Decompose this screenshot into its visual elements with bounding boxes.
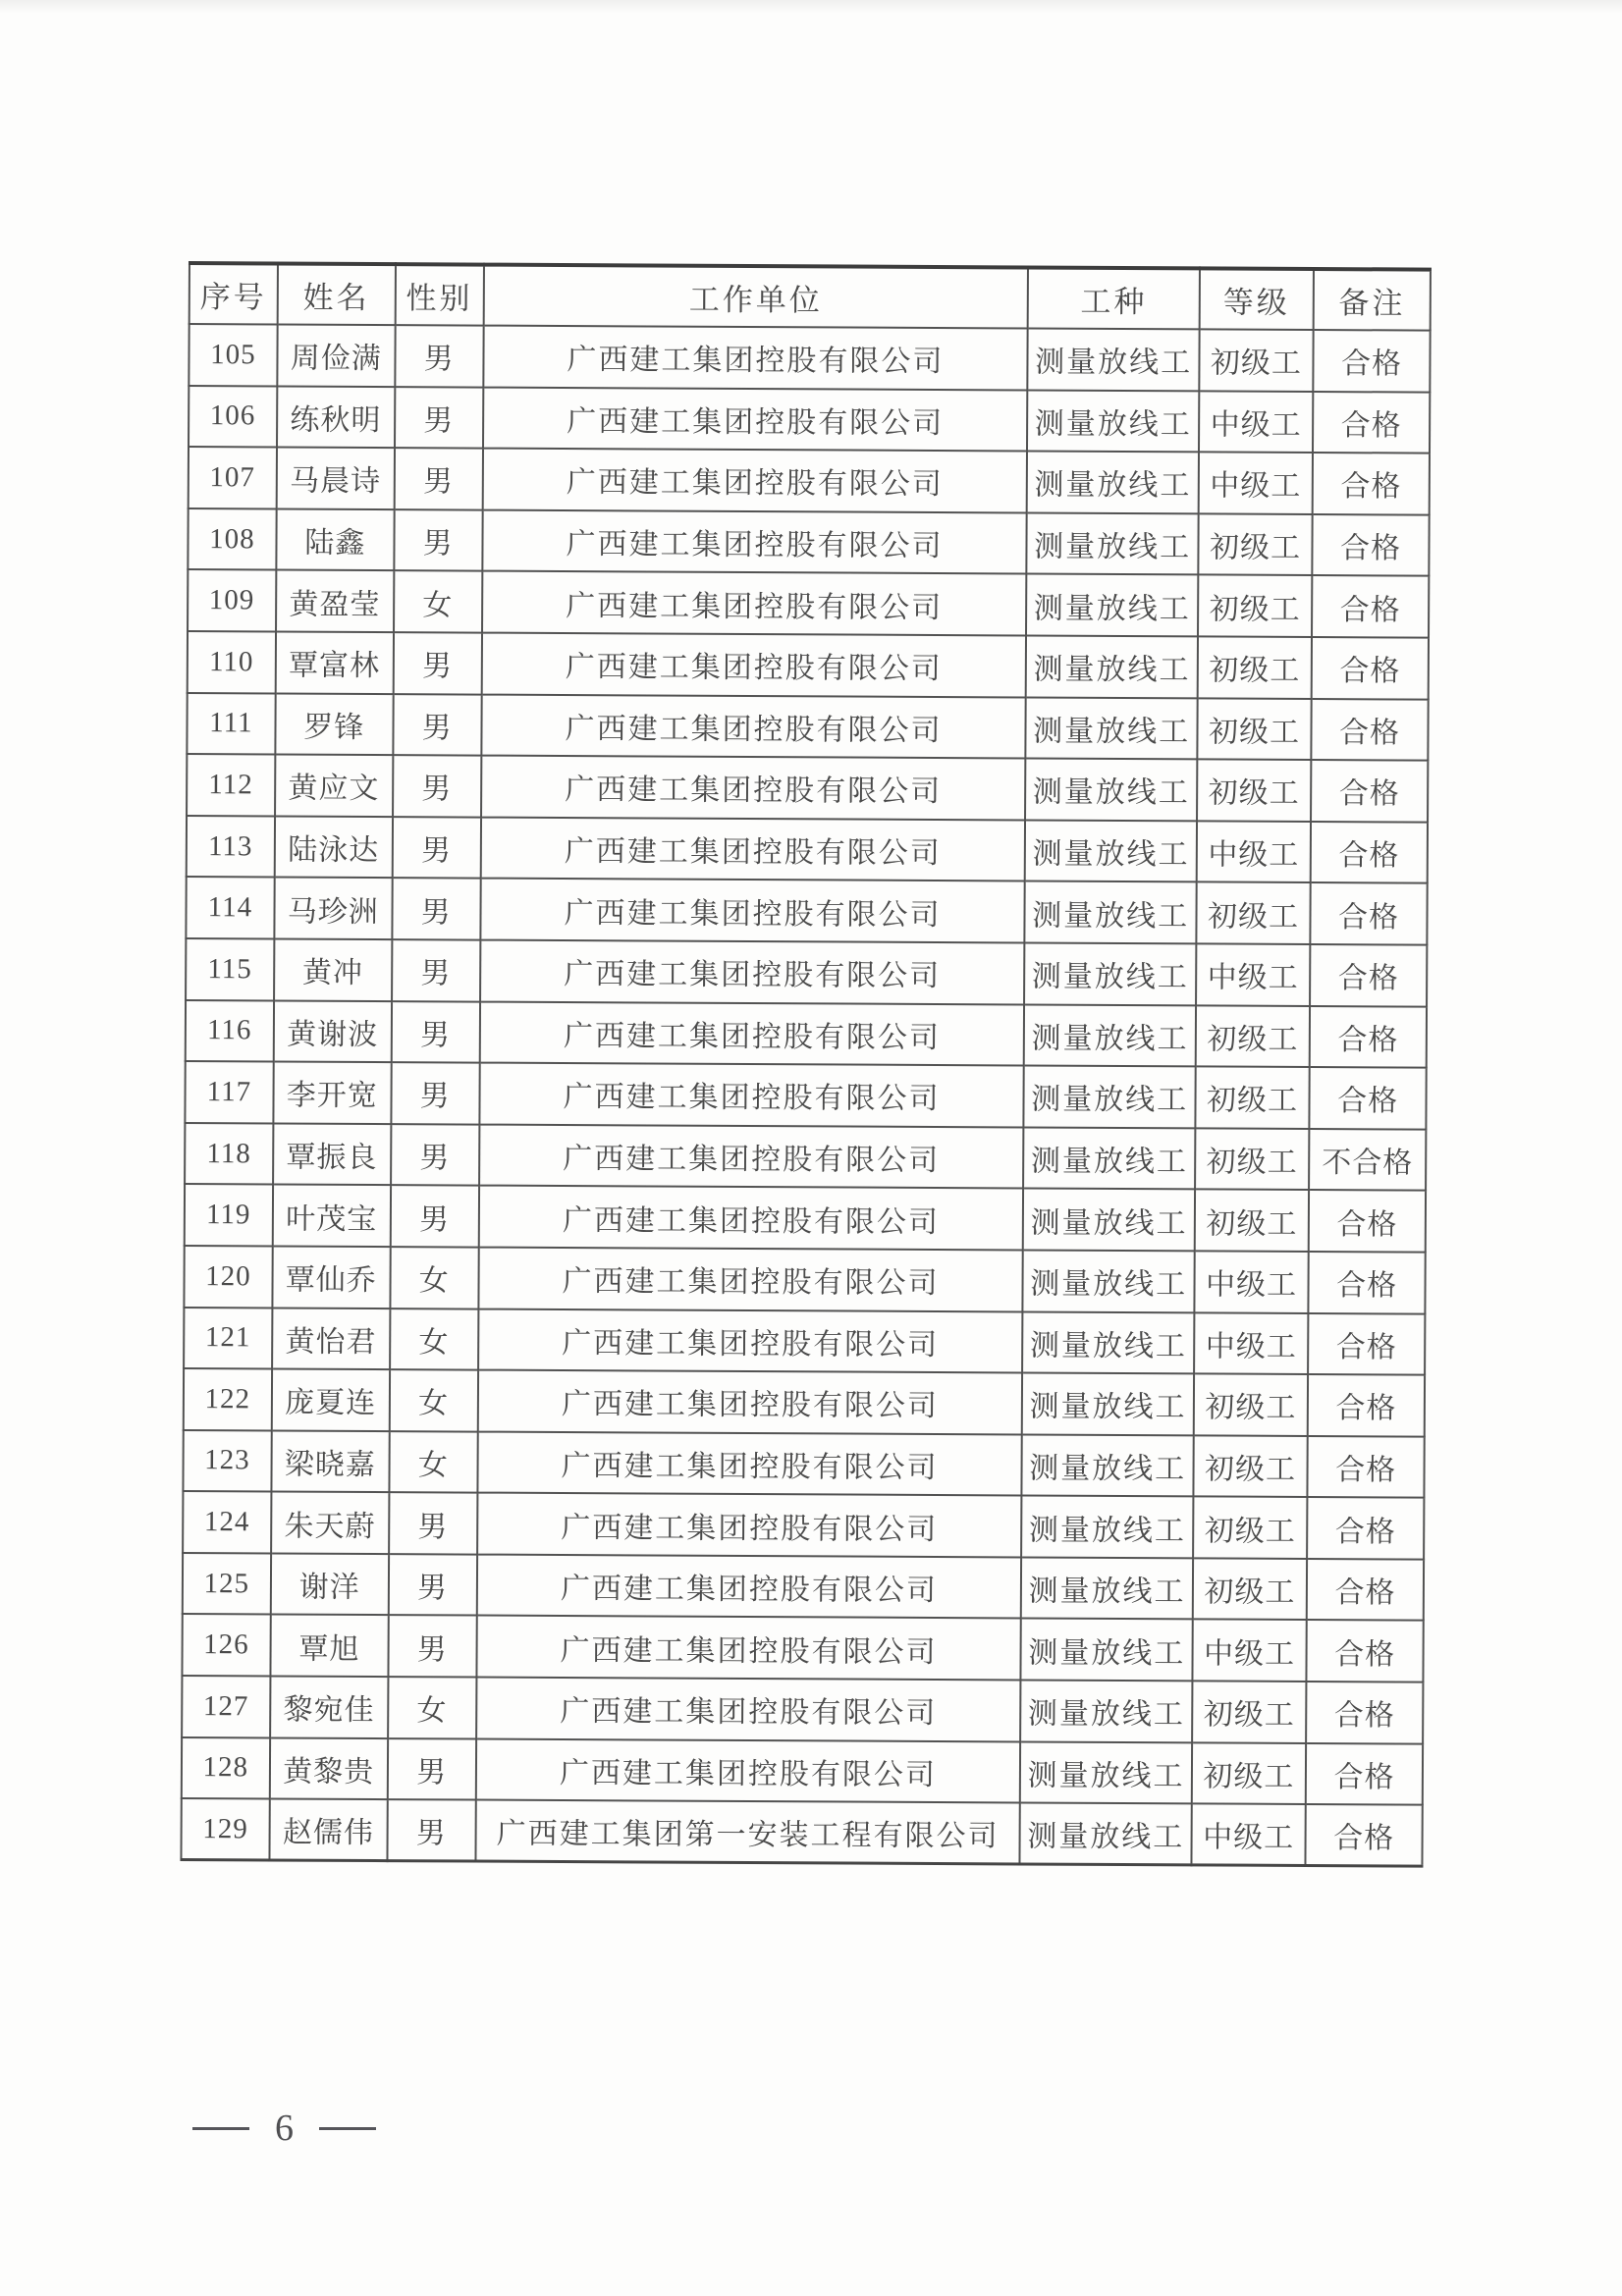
cell-gender: 男 <box>387 1799 475 1861</box>
column-header-gender: 性别 <box>395 264 483 325</box>
cell-name: 周俭满 <box>277 324 395 386</box>
cell-company: 广西建工集团控股有限公司 <box>483 326 1028 390</box>
cell-remark: 合格 <box>1310 944 1427 1006</box>
cell-remark: 合格 <box>1308 1312 1425 1374</box>
cell-name: 梁晓嘉 <box>271 1430 389 1492</box>
cell-seq: 109 <box>188 569 276 631</box>
cell-gender: 男 <box>392 878 480 939</box>
cell-company: 广西建工集团第一安装工程有限公司 <box>475 1800 1020 1864</box>
cell-name: 陆泳达 <box>274 816 392 878</box>
cell-seq: 110 <box>188 631 276 693</box>
cell-gender: 男 <box>395 325 483 387</box>
cell-name: 覃振良 <box>273 1123 391 1185</box>
cell-grade: 中级工 <box>1194 1312 1309 1374</box>
cell-name: 黎宛佳 <box>270 1677 388 1738</box>
cell-remark: 合格 <box>1311 760 1428 822</box>
cell-grade: 中级工 <box>1197 821 1312 882</box>
table-container <box>180 261 1432 1868</box>
cell-trade: 测量放线工 <box>1021 1681 1193 1743</box>
cell-remark: 合格 <box>1307 1559 1424 1621</box>
cell-trade: 测量放线工 <box>1025 820 1197 882</box>
cell-grade: 初级工 <box>1196 882 1311 944</box>
cell-trade: 测量放线工 <box>1025 942 1197 1005</box>
cell-name: 马珍洲 <box>274 878 392 939</box>
table-row <box>185 1061 1426 1129</box>
cell-grade: 中级工 <box>1199 391 1314 453</box>
cell-seq: 117 <box>185 1061 273 1123</box>
cell-grade: 初级工 <box>1198 513 1313 575</box>
cell-company: 广西建工集团控股有限公司 <box>477 1493 1022 1557</box>
cell-name: 谢洋 <box>271 1553 389 1615</box>
cell-grade: 初级工 <box>1192 1742 1307 1804</box>
table-row <box>188 631 1429 699</box>
cell-seq: 111 <box>187 693 275 755</box>
cell-grade: 初级工 <box>1193 1558 1308 1620</box>
cell-grade: 中级工 <box>1196 943 1311 1005</box>
cell-grade: 初级工 <box>1195 1067 1310 1129</box>
cell-remark: 合格 <box>1308 1374 1425 1436</box>
cell-name: 黄怡君 <box>272 1308 390 1369</box>
cell-trade: 测量放线工 <box>1020 1803 1192 1866</box>
cell-name: 黄谢波 <box>273 1000 391 1062</box>
column-header-grade: 等级 <box>1200 268 1315 330</box>
cell-seq: 123 <box>183 1430 271 1492</box>
page-number-value: 6 <box>275 2108 294 2149</box>
cell-gender: 女 <box>388 1677 476 1738</box>
cell-gender: 女 <box>389 1431 477 1493</box>
cell-remark: 合格 <box>1312 699 1429 761</box>
cell-remark: 合格 <box>1311 882 1428 944</box>
page-number-dash-right <box>319 2127 376 2130</box>
cell-gender: 男 <box>393 755 481 817</box>
cell-seq: 112 <box>187 754 275 816</box>
cell-remark: 合格 <box>1307 1620 1424 1682</box>
cell-remark: 合格 <box>1310 1067 1427 1129</box>
cell-gender: 男 <box>388 1616 476 1678</box>
cell-grade: 初级工 <box>1195 1128 1310 1190</box>
cell-seq: 122 <box>184 1368 272 1430</box>
cell-company: 广西建工集团控股有限公司 <box>483 387 1028 451</box>
cell-trade: 测量放线工 <box>1023 1311 1195 1374</box>
table-row <box>182 1676 1423 1743</box>
table-row <box>182 1614 1423 1682</box>
cell-gender: 男 <box>394 448 482 509</box>
cell-trade: 测量放线工 <box>1023 1250 1195 1312</box>
cell-seq: 126 <box>182 1614 270 1676</box>
cell-name: 练秋明 <box>277 386 395 448</box>
cell-trade: 测量放线工 <box>1022 1496 1194 1559</box>
table-row <box>185 1123 1426 1191</box>
cell-remark: 合格 <box>1311 822 1428 883</box>
cell-seq: 121 <box>184 1307 272 1368</box>
cell-grade: 初级工 <box>1192 1681 1307 1742</box>
cell-trade: 测量放线工 <box>1024 1004 1196 1067</box>
certification-roster-table <box>180 261 1432 1868</box>
cell-gender: 男 <box>392 1001 480 1063</box>
cell-company: 广西建工集团控股有限公司 <box>476 1554 1021 1618</box>
cell-seq: 107 <box>189 447 277 508</box>
table-row <box>189 324 1430 392</box>
cell-gender: 男 <box>392 939 480 1001</box>
cell-grade: 中级工 <box>1192 1620 1307 1682</box>
cell-grade: 初级工 <box>1194 1373 1309 1435</box>
table-row <box>185 1184 1426 1252</box>
cell-seq: 106 <box>189 386 277 448</box>
cell-company: 广西建工集团控股有限公司 <box>477 1431 1022 1495</box>
cell-company: 广西建工集团控股有限公司 <box>479 1063 1024 1127</box>
cell-name: 陆鑫 <box>276 508 394 570</box>
cell-seq: 115 <box>186 938 274 1000</box>
cell-company: 广西建工集团控股有限公司 <box>480 940 1025 1004</box>
cell-remark: 合格 <box>1306 1804 1423 1866</box>
cell-trade: 测量放线工 <box>1021 1619 1193 1682</box>
cell-gender: 男 <box>391 1062 479 1124</box>
cell-name: 黄盈莹 <box>276 570 394 632</box>
cell-trade: 测量放线工 <box>1023 1189 1195 1252</box>
cell-company: 广西建工集团控股有限公司 <box>482 571 1027 635</box>
cell-name: 黄冲 <box>274 938 392 1000</box>
cell-name: 黄黎贵 <box>270 1737 388 1799</box>
cell-remark: 合格 <box>1313 453 1430 514</box>
cell-remark: 合格 <box>1310 1006 1427 1068</box>
column-header-trade: 工种 <box>1028 267 1200 329</box>
cell-trade: 测量放线工 <box>1027 390 1199 453</box>
cell-trade: 测量放线工 <box>1022 1373 1194 1436</box>
table-header-row <box>189 263 1431 331</box>
cell-remark: 合格 <box>1309 1252 1426 1313</box>
cell-grade: 初级工 <box>1193 1497 1308 1559</box>
cell-grade: 初级工 <box>1197 760 1312 822</box>
cell-grade: 初级工 <box>1197 698 1312 760</box>
cell-seq: 105 <box>189 324 277 386</box>
cell-name: 覃旭 <box>270 1615 388 1677</box>
cell-company: 广西建工集团控股有限公司 <box>478 1308 1023 1372</box>
table-row <box>187 693 1428 761</box>
cell-seq: 125 <box>183 1553 271 1615</box>
cell-seq: 124 <box>183 1491 271 1553</box>
cell-remark: 合格 <box>1312 637 1429 699</box>
column-header-name: 姓名 <box>277 263 395 325</box>
page-number <box>192 2105 376 2152</box>
cell-remark: 合格 <box>1307 1497 1424 1559</box>
cell-gender: 男 <box>388 1738 476 1800</box>
cell-gender: 女 <box>390 1308 478 1370</box>
cell-company: 广西建工集团控股有限公司 <box>479 1124 1024 1188</box>
cell-trade: 测量放线工 <box>1026 635 1198 698</box>
cell-gender: 男 <box>393 694 481 756</box>
table-row <box>182 1737 1423 1805</box>
table-row <box>184 1246 1425 1313</box>
cell-gender: 男 <box>394 509 482 571</box>
cell-grade: 初级工 <box>1196 1005 1311 1067</box>
cell-company: 广西建工集团控股有限公司 <box>478 1186 1023 1250</box>
cell-trade: 测量放线工 <box>1024 1066 1196 1129</box>
table-row <box>186 938 1427 1006</box>
cell-company: 广西建工集团控股有限公司 <box>478 1247 1023 1310</box>
cell-company: 广西建工集团控股有限公司 <box>482 449 1027 512</box>
column-header-seq: 序号 <box>189 263 278 324</box>
table-row <box>189 447 1430 514</box>
cell-gender: 女 <box>390 1369 478 1431</box>
table-row <box>184 1307 1425 1374</box>
cell-remark: 不合格 <box>1309 1129 1426 1191</box>
cell-gender: 女 <box>390 1247 478 1308</box>
cell-gender: 男 <box>391 1185 479 1247</box>
cell-trade: 测量放线工 <box>1028 328 1200 391</box>
cell-company: 广西建工集团控股有限公司 <box>480 817 1025 881</box>
column-header-company: 工作单位 <box>483 265 1028 329</box>
cell-name: 覃富林 <box>275 631 393 693</box>
cell-name: 黄应文 <box>275 755 393 817</box>
cell-name: 马晨诗 <box>276 448 394 509</box>
cell-seq: 113 <box>187 816 275 878</box>
table-row <box>188 508 1429 576</box>
cell-gender: 男 <box>389 1492 477 1554</box>
cell-name: 李开宽 <box>273 1062 391 1124</box>
cell-remark: 合格 <box>1308 1436 1425 1498</box>
cell-gender: 男 <box>389 1554 477 1616</box>
cell-trade: 测量放线工 <box>1020 1741 1192 1804</box>
table-row <box>189 386 1430 454</box>
cell-name: 朱天蔚 <box>271 1492 389 1554</box>
cell-remark: 合格 <box>1313 392 1430 454</box>
table-row <box>186 1000 1427 1068</box>
cell-gender: 女 <box>394 570 482 632</box>
cell-trade: 测量放线工 <box>1025 881 1197 944</box>
cell-gender: 男 <box>395 387 483 449</box>
cell-seq: 119 <box>185 1184 273 1246</box>
cell-seq: 116 <box>186 1000 274 1062</box>
cell-grade: 中级工 <box>1199 453 1314 514</box>
cell-gender: 男 <box>391 1124 479 1186</box>
cell-company: 广西建工集团控股有限公司 <box>482 509 1027 573</box>
cell-trade: 测量放线工 <box>1022 1434 1194 1497</box>
cell-name: 叶茂宝 <box>272 1185 390 1247</box>
cell-seq: 127 <box>182 1676 270 1737</box>
cell-company: 广西建工集团控股有限公司 <box>481 756 1026 820</box>
cell-seq: 129 <box>181 1798 269 1860</box>
cell-name: 赵儒伟 <box>269 1799 387 1861</box>
cell-grade: 初级工 <box>1198 575 1313 637</box>
cell-remark: 合格 <box>1306 1743 1423 1805</box>
table-row <box>184 1368 1425 1436</box>
cell-company: 广西建工集团控股有限公司 <box>477 1370 1022 1434</box>
cell-company: 广西建工集团控股有限公司 <box>481 633 1026 697</box>
cell-seq: 120 <box>184 1246 272 1308</box>
cell-seq: 108 <box>188 508 276 570</box>
cell-company: 广西建工集团控股有限公司 <box>481 694 1026 758</box>
table-row <box>188 569 1429 637</box>
table-row <box>183 1430 1424 1498</box>
cell-company: 广西建工集团控股有限公司 <box>475 1738 1020 1802</box>
table-row <box>181 1798 1422 1866</box>
table-row <box>187 816 1428 883</box>
cell-trade: 测量放线工 <box>1025 759 1197 822</box>
cell-seq: 114 <box>186 877 274 938</box>
cell-remark: 合格 <box>1312 514 1429 576</box>
cell-seq: 128 <box>182 1737 270 1799</box>
table-row <box>183 1491 1424 1559</box>
cell-trade: 测量放线工 <box>1021 1557 1193 1620</box>
cell-trade: 测量放线工 <box>1024 1127 1196 1190</box>
cell-company: 广西建工集团控股有限公司 <box>476 1678 1021 1741</box>
cell-name: 覃仙乔 <box>272 1246 390 1308</box>
scan-artifact <box>0 0 1622 14</box>
page-number-dash-left <box>192 2127 249 2130</box>
cell-grade: 初级工 <box>1199 329 1314 391</box>
cell-remark: 合格 <box>1309 1190 1426 1252</box>
cell-trade: 测量放线工 <box>1026 574 1198 637</box>
cell-trade: 测量放线工 <box>1026 697 1198 760</box>
cell-grade: 中级工 <box>1194 1251 1309 1312</box>
cell-seq: 118 <box>185 1123 273 1185</box>
cell-grade: 初级工 <box>1195 1190 1310 1252</box>
cell-company: 广西建工集团控股有限公司 <box>480 879 1025 942</box>
table-row <box>186 877 1427 944</box>
cell-gender: 男 <box>393 817 481 879</box>
cell-name: 庞夏连 <box>271 1369 389 1431</box>
cell-remark: 合格 <box>1312 575 1429 637</box>
cell-grade: 中级工 <box>1191 1804 1306 1866</box>
cell-grade: 初级工 <box>1198 636 1313 698</box>
column-header-remark: 备注 <box>1314 269 1431 331</box>
cell-trade: 测量放线工 <box>1027 512 1199 575</box>
cell-company: 广西建工集团控股有限公司 <box>479 1001 1024 1065</box>
table-row <box>187 754 1428 822</box>
cell-remark: 合格 <box>1313 330 1430 392</box>
table-row <box>183 1553 1424 1621</box>
cell-company: 广西建工集团控股有限公司 <box>476 1616 1021 1680</box>
cell-remark: 合格 <box>1306 1682 1423 1743</box>
cell-grade: 初级工 <box>1193 1435 1308 1497</box>
cell-gender: 男 <box>394 632 482 694</box>
cell-trade: 测量放线工 <box>1027 452 1199 514</box>
cell-name: 罗锋 <box>275 693 393 755</box>
